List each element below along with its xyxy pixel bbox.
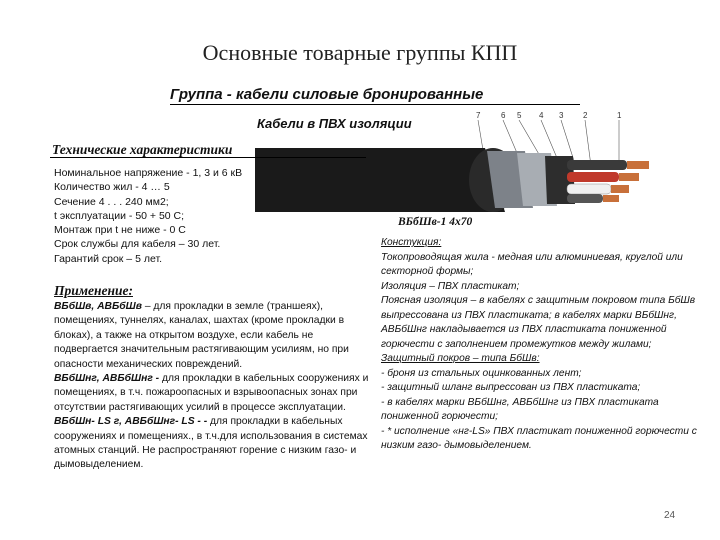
construction-text	[381, 236, 701, 454]
construction-item: Изоляция – ПВХ пластикат;	[381, 280, 520, 292]
layer-number-6: 6	[501, 111, 506, 120]
layer-number-3: 3	[559, 111, 564, 120]
core-1	[567, 160, 627, 170]
conductor-4	[603, 195, 619, 202]
tech-item: Монтаж при t не ниже - 0 С	[54, 224, 186, 237]
application-desc: для прокладки в кабельных сооружениях и помещениях, в т.ч. пожароопасных и взрывоопасных зонах при отсутствии растягивающих усилий в процессе эксплуатации.	[54, 373, 369, 413]
layer-number-2: 2	[583, 111, 588, 120]
construction-item: Поясная изоляция – в кабелях с защитным покровом типа БбШв выпрессована из ПВХ пластиката; в кабелях марки ВБбШнг, АВБбШнг накладывается из ПВХ пластиката пониженной горючести с заполнением промежутков между жилами;	[381, 295, 696, 350]
application-paragraph	[54, 415, 376, 473]
cable-illustration	[255, 108, 655, 218]
construction-item: Защитный покров – типа БбШв:	[381, 353, 540, 364]
layer-number-5: 5	[517, 111, 522, 120]
construction-item: - броня из стальных оцинкованных лент;	[381, 367, 582, 379]
tech-heading: Технические характеристики	[52, 142, 233, 157]
page-number: 24	[664, 510, 676, 521]
subgroup-title: Кабели в ПВХ изоляции	[257, 116, 412, 131]
application-text	[54, 300, 376, 473]
tech-item: Гарантий срок – 5 лет.	[54, 252, 163, 265]
core-3	[567, 184, 611, 194]
conductor-3	[611, 185, 629, 193]
construction-heading: Констукция:	[381, 237, 442, 248]
group-title: Группа - кабели силовые бронированные	[170, 86, 580, 105]
application-desc: для прокладки в кабельных сооружениях и помещениях., в т.ч.для использования в системах атомных станций. Не распространяют горение с низким газо- и дымовыделением.	[54, 416, 368, 471]
application-paragraph	[54, 300, 376, 372]
tech-item: Срок службы для кабеля – 30 лет.	[54, 238, 221, 251]
cable-brand: ВБбШв, АВБбШв	[54, 301, 142, 312]
core-4	[567, 194, 603, 203]
conductor-1	[627, 161, 649, 169]
tech-list	[54, 166, 242, 266]
conductor-2	[619, 173, 639, 181]
cable-brand: ВБбШнг, АВБбШнг -	[54, 373, 160, 385]
cable-label: ВБбШв-1 4х70	[398, 216, 473, 228]
application-heading: Применение:	[54, 283, 133, 298]
construction-item: - в кабелях марки ВБбШнг, АВБбШнг из ПВХ пластиката пониженной горючести;	[381, 396, 659, 422]
tech-divider	[50, 157, 366, 158]
tech-item: Сечение 4 . . . 240 мм2;	[54, 195, 169, 208]
construction-item: - * исполнение «нг-LS» ПВХ пластикат пониженной горючести с низким газо- дымовыделением.	[381, 425, 697, 451]
tech-item: t эксплуатации - 50 + 50 С;	[54, 209, 185, 222]
construction-item: Токопроводящая жила - медная или алюминиевая, круглой или секторной формы;	[381, 251, 683, 277]
layer-number-1: 1	[617, 111, 622, 120]
core-2	[567, 172, 619, 182]
layer-number-7: 7	[476, 111, 481, 120]
application-desc: – для прокладки в земле (траншеях), помещениях, туннелях, каналах, шахтах (кроме прокладки в блоках), а также на открытом воздухе, если кабель не подвергается значительным растягивающим усилиям, но при опасности механических повреждений.	[54, 301, 349, 370]
cable-brand: ВБбШн- LS г, АВБбШнг- LS - -	[54, 416, 208, 428]
tech-item: Количество жил - 4 … 5	[54, 181, 170, 194]
tech-item: Номинальное напряжение - 1, 3 и 6 кВ	[54, 167, 243, 179]
application-paragraph	[54, 372, 376, 415]
layer-number-labels	[476, 111, 622, 120]
layer-number-4: 4	[539, 111, 544, 120]
construction-item: - защитный шланг выпрессован из ПВХ пластиката;	[381, 382, 641, 393]
slide-title: Основные товарные группы КПП	[202, 40, 518, 65]
